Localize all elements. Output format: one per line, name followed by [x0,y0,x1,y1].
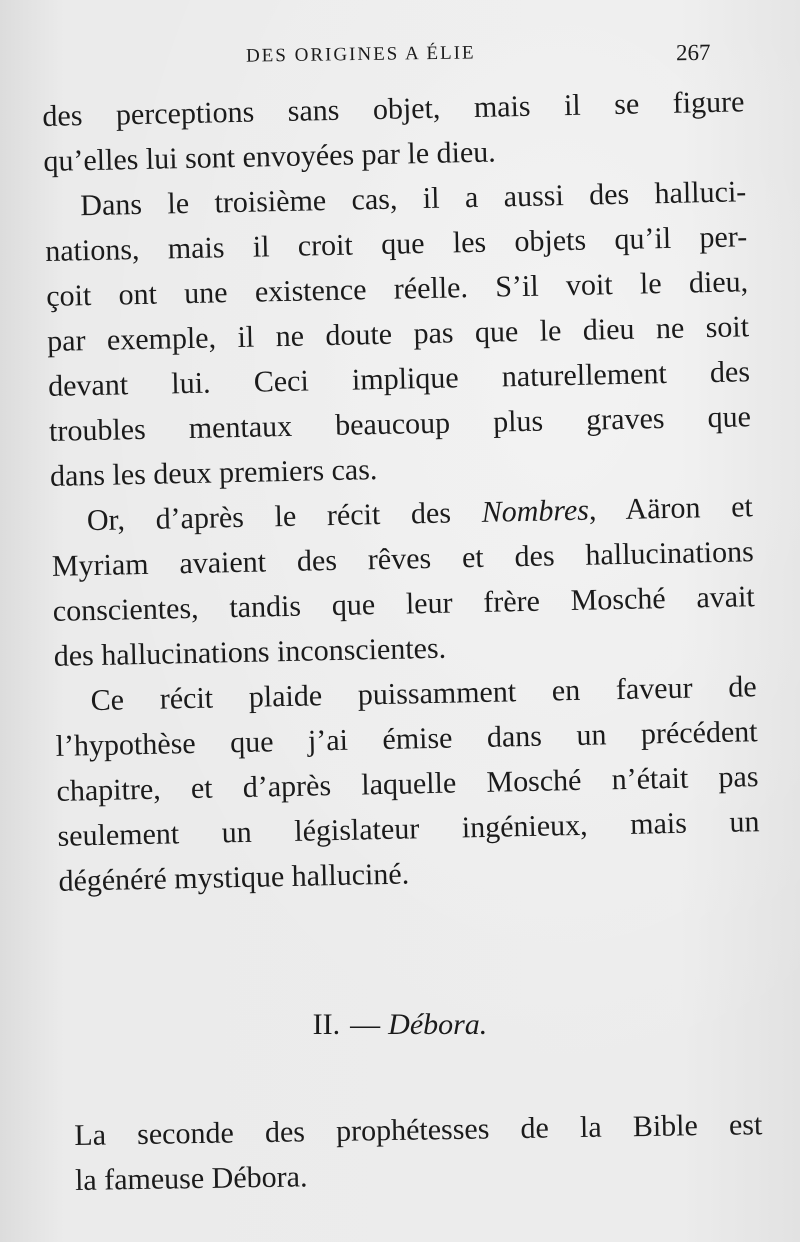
text-line: chapitre, et d’après laquelle Mosché n’était pas [56,760,759,808]
text-line: la fameuse Débora. [74,1160,308,1197]
text-line: seulement un législateur ingénieux, mais un [57,805,760,853]
text-line: l’hypothèse que j’ai émise dans un précédent [55,715,758,763]
main-text [42,79,761,904]
section-number: II. [312,1008,341,1041]
text-line: conscientes, tandis que leur frère Mosché avait [52,580,756,628]
text-line: Dans le troisième cas, il a aussi des halluci- [80,175,747,223]
text-segment: Or, d’après le récit des [86,496,452,538]
text-line: çoit ont une existence réelle. S’il voit le dieu, [45,265,749,313]
section-dash: — [350,1008,381,1041]
section-heading [0,1008,800,1042]
text-line: nations, mais il croit que les objets qu’il per- [44,220,748,268]
text-line: qu’elles lui sont envoyées par le dieu. [43,135,497,178]
text-segment: , Aäron et [588,490,754,527]
text-line: dégénéré mystique halluciné. [58,857,410,898]
text-line: Myriam avaient des rêves et des hallucinations [51,535,755,583]
section-paragraph [74,1102,763,1203]
text-line: des hallucinations inconscientes. [53,631,447,673]
section-title: Débora. [388,1008,488,1041]
page-number: 267 [675,39,711,66]
text-line: troubles mentaux beaucoup plus graves que [48,400,752,448]
running-head: DES ORIGINES A ÉLIE [245,42,476,67]
text-line: dans les deux premiers cas. [49,453,378,493]
text-line: par exemple, il ne doute pas que le dieu ne soit [46,310,750,358]
text-line: La seconde des prophétesses de la Bible est [74,1108,763,1152]
text-line: Ce récit plaide puissamment en faveur de [90,670,757,718]
text-line: des perceptions sans objet, mais il se figure [42,85,745,133]
text-line: devant lui. Ceci implique naturellement des [47,355,751,403]
book-title-nombres: Nombres [481,493,590,529]
